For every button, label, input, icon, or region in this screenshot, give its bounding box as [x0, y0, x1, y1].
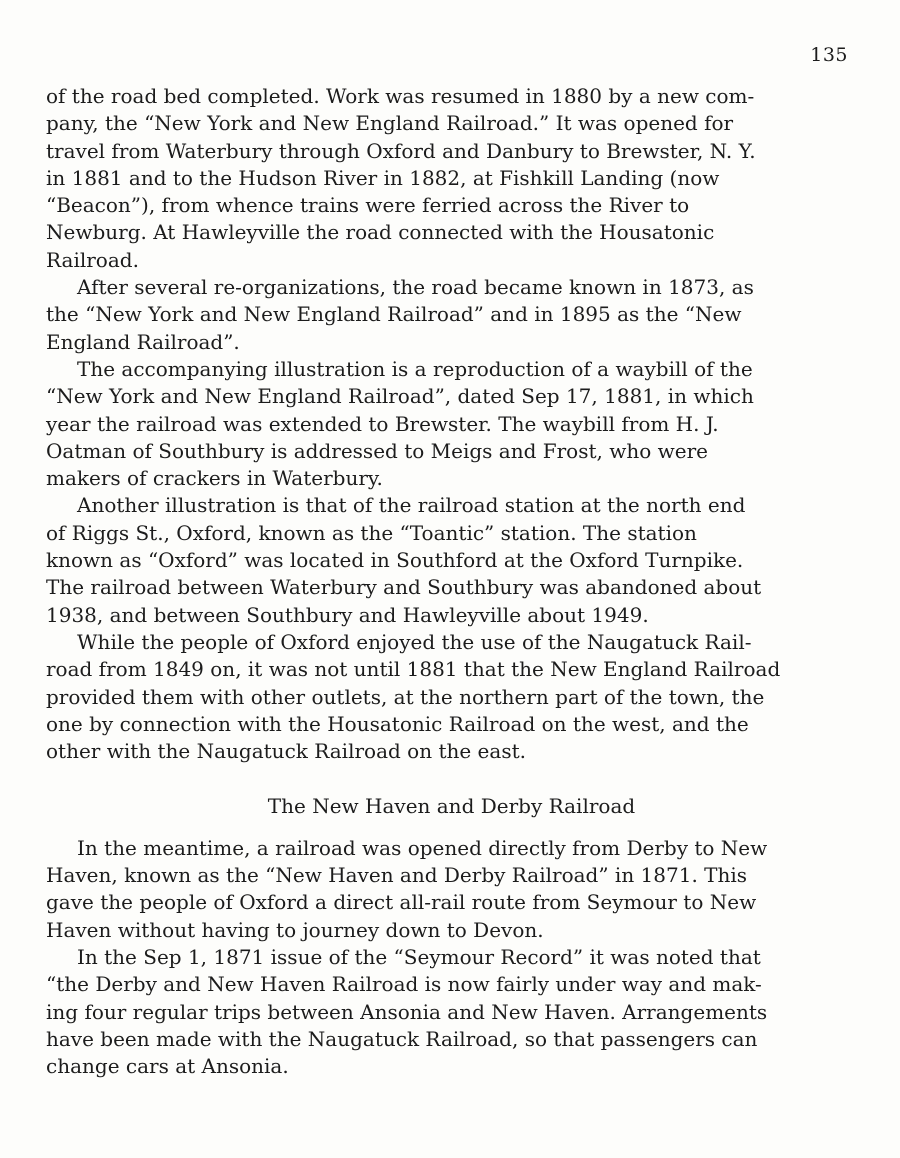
text-line: Newburg. At Hawleyville the road connected with the Housatonic	[46, 220, 715, 245]
page-number: 135	[810, 44, 848, 66]
paragraph	[46, 944, 862, 1080]
text-line: “Beacon”), from whence trains were ferried across the River to	[46, 193, 690, 218]
paragraph	[46, 492, 862, 628]
section-new-haven-derby	[46, 835, 862, 1081]
text-line: year the railroad was extended to Brewster. The waybill from H. J.	[46, 411, 719, 436]
text-line: of Riggs St., Oxford, known as the “Toantic” station. The station	[46, 520, 697, 545]
body-text	[46, 83, 862, 1080]
text-line: one by connection with the Housatonic Railroad on the west, and the	[46, 711, 749, 736]
text-line: Oatman of Southbury is addressed to Meigs and Frost, who were	[46, 438, 708, 463]
section-heading: The New Haven and Derby Railroad	[267, 794, 636, 819]
text-line: Haven without having to journey down to Devon.	[46, 917, 544, 942]
text-line: pany, the “New York and New England Railroad.” It was opened for	[46, 111, 734, 136]
text-line: of the road bed completed. Work was resumed in 1880 by a new com-	[46, 84, 755, 108]
text-line: have been made with the Naugatuck Railroad, so that passengers can	[46, 1026, 758, 1051]
text-line: provided them with other outlets, at the northern part of the town, the	[46, 684, 765, 709]
text-line: While the people of Oxford enjoyed the use of the Naugatuck Rail-	[77, 629, 752, 654]
text-line: 1938, and between Southbury and Hawleyville about 1949.	[46, 602, 649, 627]
text-line: “the Derby and New Haven Railroad is now fairly under way and mak-	[46, 972, 762, 997]
section-railroad-history	[46, 83, 862, 765]
text-line: Another illustration is that of the railroad station at the north end	[77, 493, 746, 518]
text-line: travel from Waterbury through Oxford and Danbury to Brewster, N. Y.	[46, 138, 756, 163]
text-line: the “New York and New England Railroad” and in 1895 as the “New	[46, 302, 742, 327]
paragraph	[46, 274, 862, 356]
text-line: makers of crackers in Waterbury.	[46, 466, 383, 491]
text-line: in 1881 and to the Hudson River in 1882, at Fishkill Landing (now	[46, 165, 720, 190]
text-line: Railroad.	[46, 247, 139, 272]
text-line: Haven, known as the “New Haven and Derby Railroad” in 1871. This	[46, 863, 748, 888]
text-line: In the Sep 1, 1871 issue of the “Seymour Record” it was noted that	[77, 944, 761, 969]
paragraph	[46, 835, 862, 944]
text-line: After several re-organizations, the road became known in 1873, as	[77, 275, 754, 300]
text-line: The accompanying illustration is a reproduction of a waybill of the	[77, 356, 753, 381]
text-line: “New York and New England Railroad”, dated Sep 17, 1881, in which	[46, 384, 754, 409]
text-line: change cars at Ansonia.	[46, 1054, 289, 1079]
paragraph	[46, 356, 862, 492]
text-line: road from 1849 on, it was not until 1881 that the New England Railroad	[46, 657, 781, 682]
text-line: England Railroad”.	[46, 329, 240, 354]
text-line: other with the Naugatuck Railroad on the east.	[46, 739, 526, 764]
paragraph	[46, 83, 862, 274]
text-line: known as “Oxford” was located in Southford at the Oxford Turnpike.	[46, 548, 744, 573]
text-line: ing four regular trips between Ansonia and New Haven. Arrangements	[46, 999, 768, 1024]
text-line: The railroad between Waterbury and Southbury was abandoned about	[46, 575, 762, 600]
text-line: gave the people of Oxford a direct all-rail route from Seymour to New	[46, 890, 757, 915]
paragraph	[46, 629, 862, 765]
text-line: In the meantime, a railroad was opened directly from Derby to New	[77, 835, 768, 860]
